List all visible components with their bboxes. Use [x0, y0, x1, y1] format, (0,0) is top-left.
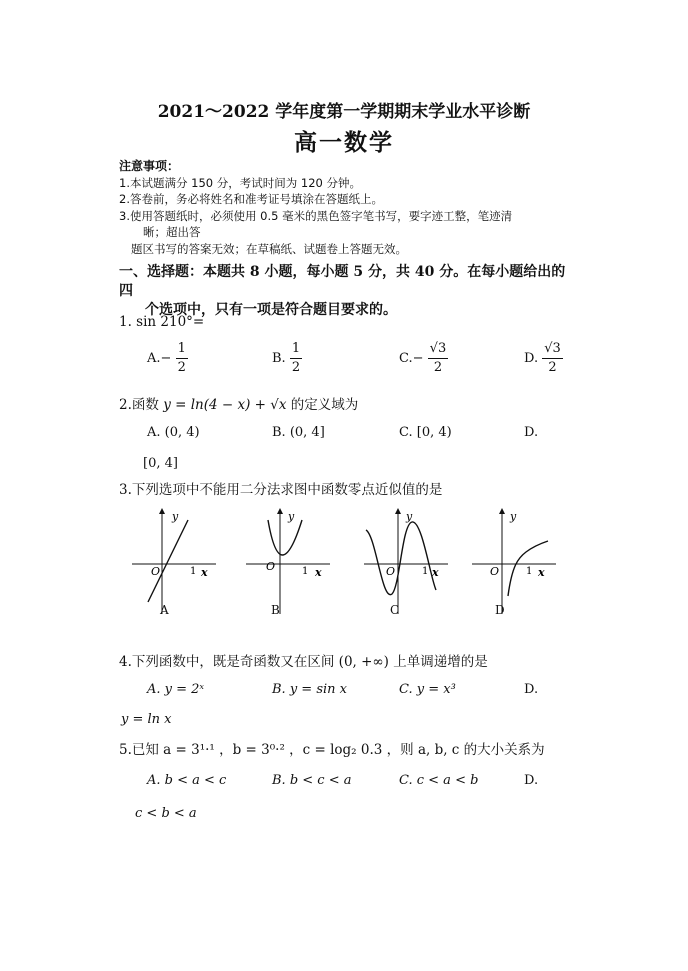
- note-item: 题区书写的答案无效；在草稿纸、试题卷上答题无效。: [131, 242, 407, 256]
- function-curve: [148, 520, 188, 602]
- x-label: x: [432, 566, 439, 579]
- origin-label: O: [490, 565, 500, 578]
- q4-option-d-value: y = ln x: [121, 712, 172, 727]
- q5-option-c: C. c < a < b: [399, 773, 479, 788]
- fraction: $\frac{1}{2}$: [177, 341, 186, 375]
- section-heading-line2: 个选项中，只有一项是符合题目要求的。: [145, 302, 397, 318]
- q5-option-a: A. b < a < c: [147, 773, 227, 788]
- q5-stem: 5.已知 a = 3¹·¹ ，b = 3⁰·² ，c = log₂ 0.3 ，则 a, b, c 的大小关系为: [119, 742, 545, 758]
- origin-label: O: [386, 565, 396, 578]
- function-curve: [366, 522, 436, 595]
- graph-a: [128, 506, 220, 618]
- q4-option-b: B. y = sin x: [272, 682, 347, 697]
- tick-label: 1: [302, 566, 309, 577]
- q2-option-b: B. (0, 4]: [272, 425, 325, 440]
- x-label: x: [201, 566, 208, 579]
- notes-heading: 注意事项：: [119, 159, 180, 173]
- tick-label: 1: [526, 566, 533, 577]
- note-item: 3.使用答题纸时，必须使用 0.5 毫米的黑色签字笔书写，要字迹工整，笔迹清: [119, 209, 513, 223]
- fraction: $\frac{1}{2}$: [291, 341, 301, 375]
- q2-option-d: D.: [524, 425, 539, 440]
- fraction: $\frac{√3}{2}$: [544, 341, 561, 375]
- graph-c-caption: C: [390, 603, 400, 617]
- section-heading: [119, 263, 579, 320]
- origin-label: O: [151, 565, 161, 578]
- q1-option-c: C.− $\frac{√3}{2}$: [399, 341, 447, 375]
- q2-option-a: A. (0, 4): [147, 425, 200, 440]
- fraction: $\frac{√3}{2}$: [429, 341, 447, 375]
- q1-option-d: D. $\frac{√3}{2}$: [524, 341, 561, 375]
- q4-stem: 4.下列函数中，既是奇函数又在区间 (0, +∞) 上单调递增的是: [119, 654, 488, 670]
- q1-option-a: A.− $\frac{1}{2}$: [147, 341, 186, 375]
- y-label: y: [288, 510, 295, 523]
- q4-option-d: D.: [524, 682, 539, 697]
- note-item: 2.答卷前，务必将姓名和准考证号填涂在答题纸上。: [119, 192, 383, 206]
- graph-b-caption: B: [271, 603, 280, 617]
- x-label: x: [315, 566, 322, 579]
- tick-label: 1: [422, 566, 429, 577]
- y-label: y: [510, 510, 517, 523]
- tick-label: 1: [190, 566, 197, 577]
- origin-label: O: [266, 560, 276, 573]
- function-curve: [268, 520, 302, 555]
- exam-title: 2021～2022 学年度第一学期期末学业水平诊断: [157, 102, 531, 122]
- q5-option-d: D.: [524, 773, 539, 788]
- subject-title: 高一数学: [294, 129, 394, 156]
- q2-expression: y = ln(4 − x) + √x: [163, 397, 287, 413]
- q2-option-c: C. [0, 4): [399, 425, 452, 440]
- q1-option-b: B. $\frac{1}{2}$: [272, 341, 301, 375]
- q4-option-a: A. y = 2ˣ: [147, 682, 205, 697]
- q1-stem: 1. sin 210°=: [119, 314, 205, 330]
- q2-stem: 2.函数 y = ln(4 − x) + √x 的定义域为: [119, 397, 359, 413]
- q5-option-b: B. b < c < a: [272, 773, 352, 788]
- note-item: 晰；超出答: [143, 225, 201, 239]
- graph-c: [360, 506, 452, 618]
- graph-d: [468, 506, 560, 618]
- graph-b: [242, 506, 334, 618]
- q3-stem: 3.下列选项中不能用二分法求图中函数零点近似值的是: [119, 482, 443, 498]
- q4-option-c: C. y = x³: [399, 682, 456, 697]
- graph-d-caption: D: [495, 603, 505, 617]
- y-arrow: [499, 508, 505, 514]
- graph-a-caption: A: [160, 603, 169, 617]
- q2-option-d-value: [0, 4]: [143, 456, 178, 471]
- q5-option-d-value: c < b < a: [135, 806, 197, 821]
- y-arrow: [277, 508, 283, 514]
- x-label: x: [538, 566, 545, 579]
- y-label: y: [172, 510, 179, 523]
- section-heading-line1: 一、选择题：本题共 8 小题，每小题 5 分，共 40 分。在每小题给出的四: [119, 264, 566, 299]
- note-item: 1.本试题满分 150 分，考试时间为 120 分钟。: [119, 176, 361, 190]
- y-arrow: [159, 508, 165, 514]
- y-label: y: [406, 510, 413, 523]
- y-arrow: [395, 508, 401, 514]
